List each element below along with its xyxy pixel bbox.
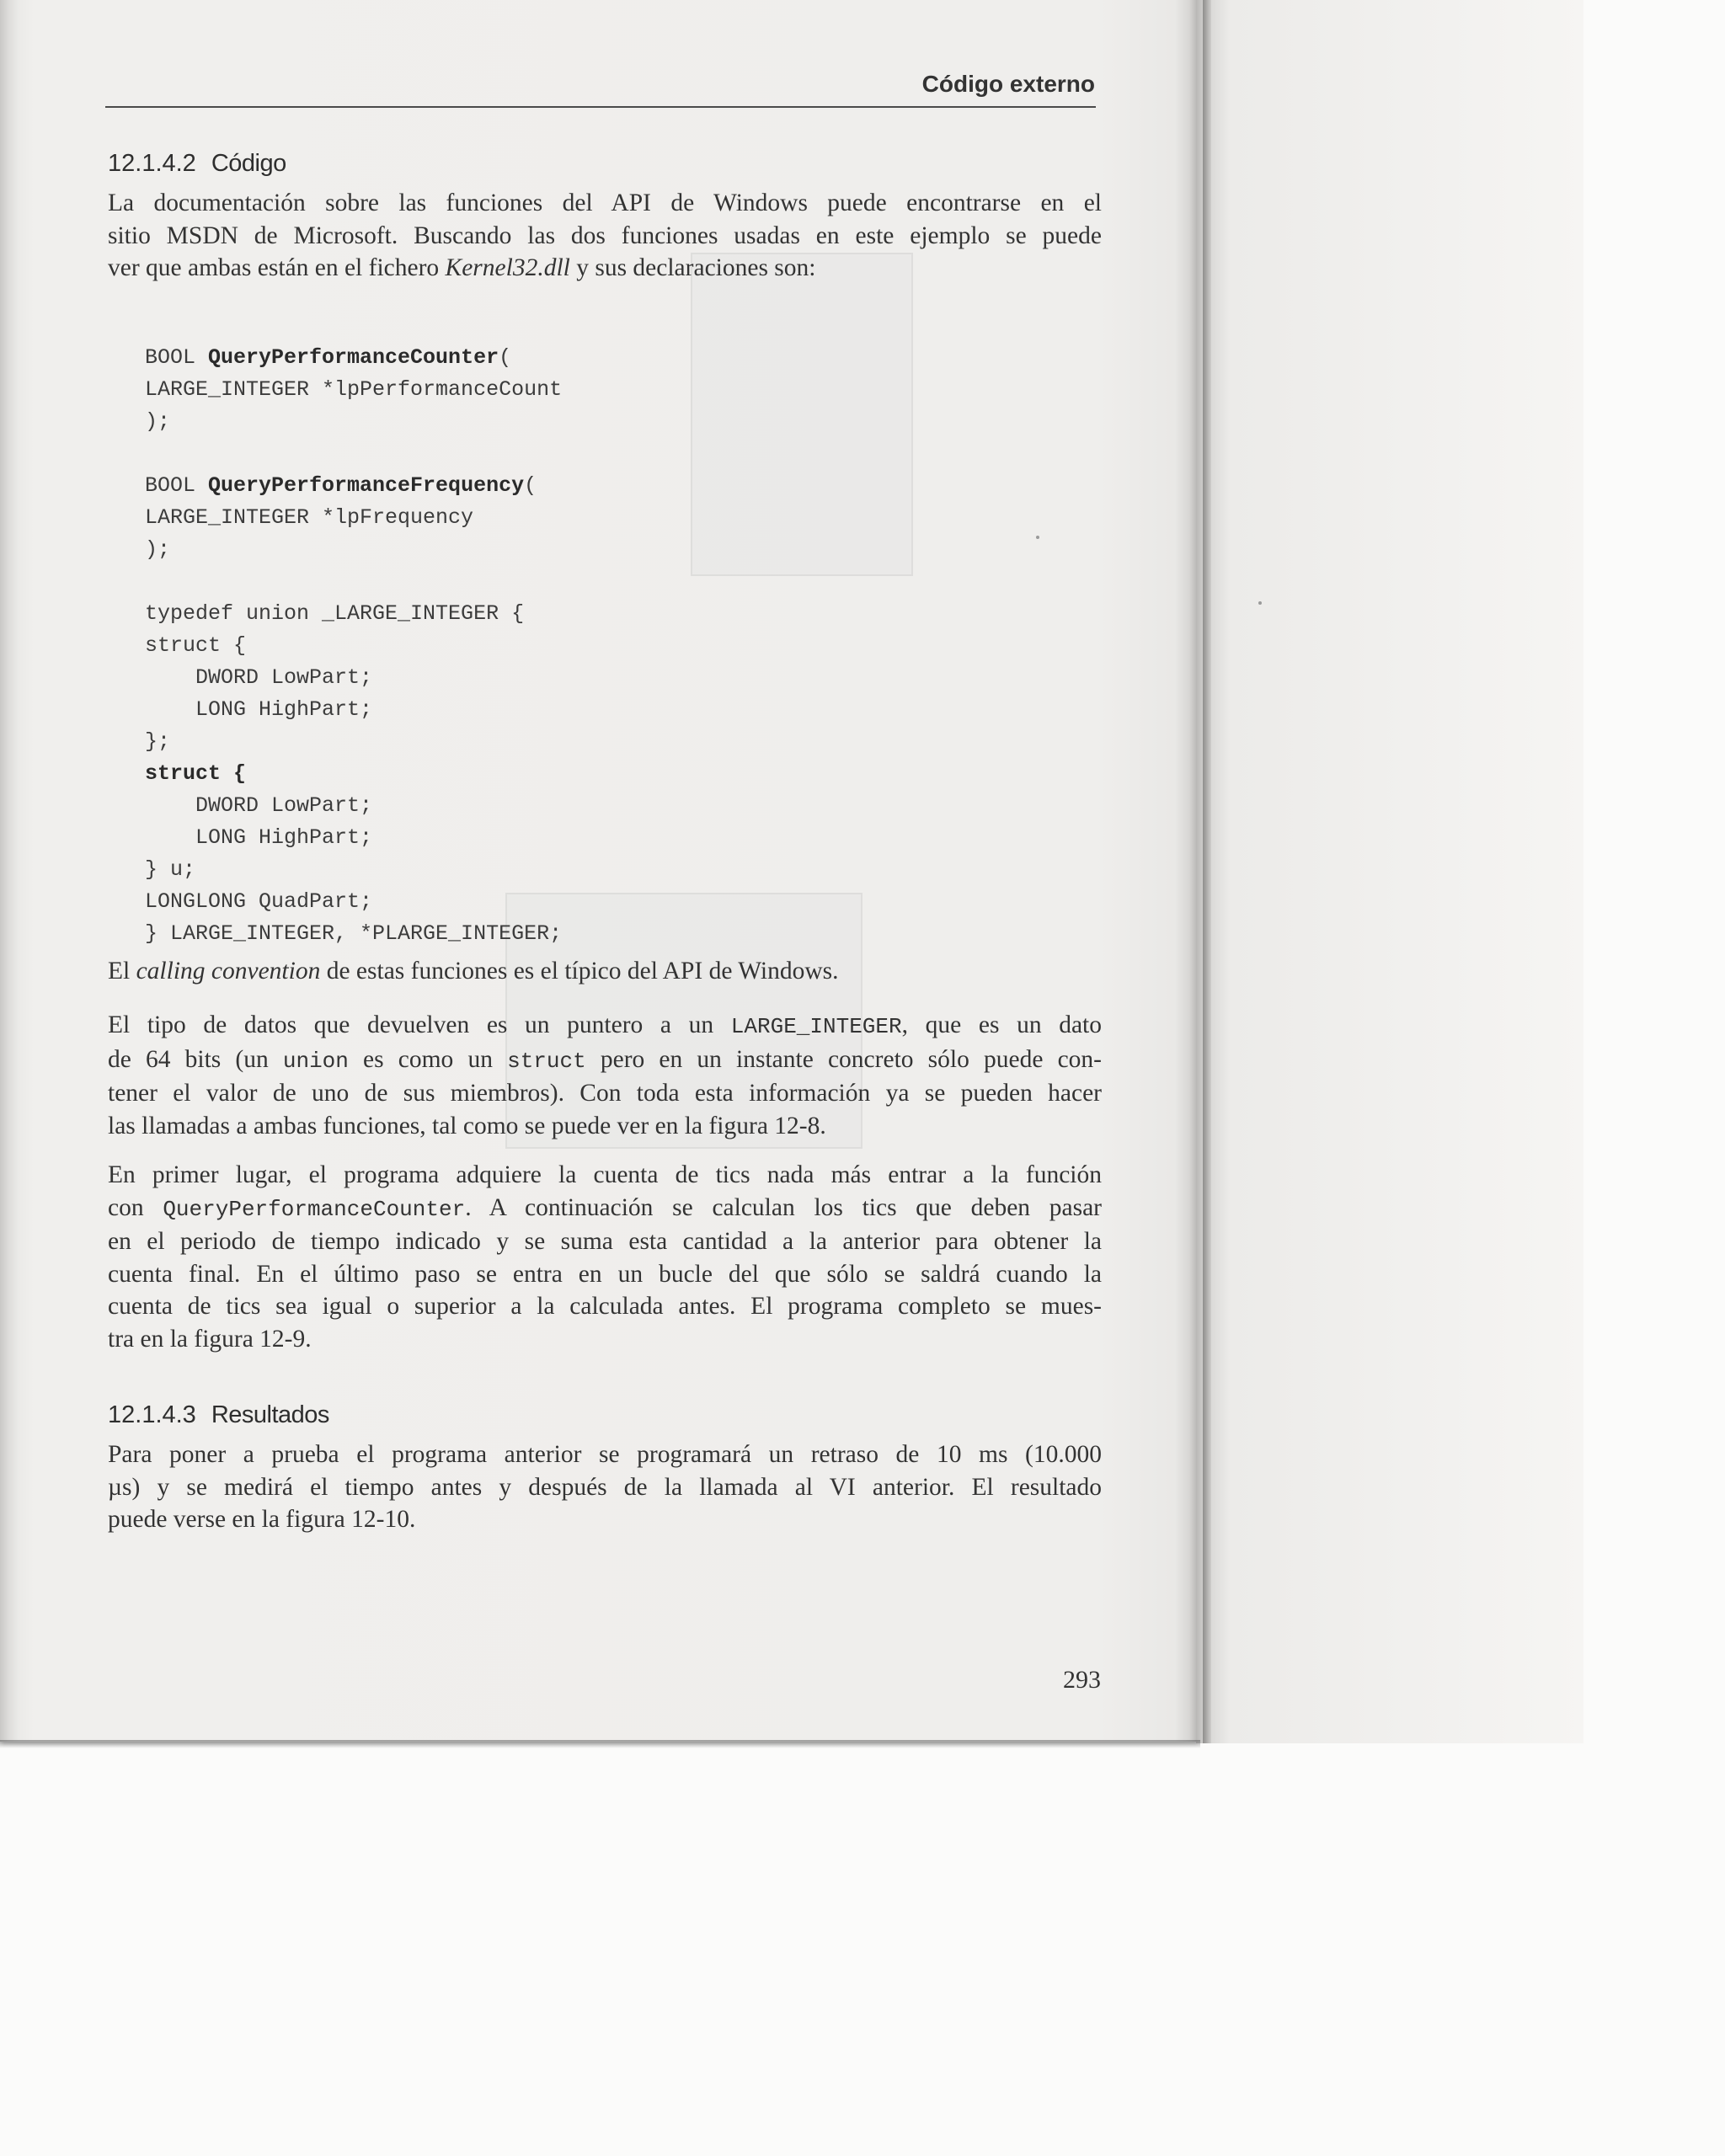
- code-line: typedef union _LARGE_INTEGER {: [145, 601, 525, 626]
- code-line: struct {: [145, 633, 247, 658]
- code-line: LONGLONG QuadPart;: [145, 889, 373, 914]
- section-title: Código: [211, 150, 286, 177]
- inline-code: LARGE_INTEGER: [730, 1014, 902, 1039]
- header-rule: [105, 106, 1096, 108]
- text-line: El tipo de datos que devuelven es un puntero a un LARGE_INTEGER, que es un dato: [108, 1011, 1102, 1039]
- code-line: LONG HighPart;: [145, 825, 373, 850]
- section-heading-results: [108, 1401, 329, 1429]
- paper-speck: [1258, 601, 1262, 605]
- code-keyword: BOOL: [145, 473, 209, 498]
- code-block: [145, 310, 562, 982]
- code-line: LONG HighPart;: [145, 697, 373, 722]
- code-line: LARGE_INTEGER *lpFrequency: [145, 505, 474, 530]
- background-area: [0, 1748, 1725, 2156]
- code-keyword: BOOL: [145, 345, 209, 370]
- text-line: La documentación sobre las funciones del API de Windows puede encontrarse en el: [108, 189, 1102, 216]
- file-name: Kernel32.dll: [445, 254, 570, 281]
- text-line: las llamadas a ambas funciones, tal como se puede ver en la figura 12-8.: [108, 1112, 826, 1139]
- section-number: 12.1.4.2: [108, 150, 196, 177]
- code-line: [145, 566, 562, 598]
- text-line: µs) y se medirá el tiempo antes y después de la llamada al VI anterior. El resultado: [108, 1473, 1102, 1501]
- text-line: de 64 bits (un union es como un struct pero en un instante concreto sólo puede con-: [108, 1045, 1102, 1074]
- text-line: tener el valor de uno de sus miembros). Con toda esta información ya se pueden hacer: [108, 1080, 1102, 1107]
- inline-code: union: [282, 1048, 349, 1074]
- page-bottom-shadow: [0, 1740, 1200, 1748]
- italic-term: calling convention: [136, 958, 321, 985]
- intro-paragraph: [108, 187, 1102, 285]
- code-line: };: [145, 729, 171, 754]
- text-line: En primer lugar, el programa adquiere la cuenta de tics nada más entrar a la función: [108, 1161, 1102, 1188]
- text-line: puede verse en la figura 12-10.: [108, 1506, 416, 1533]
- code-line: DWORD LowPart;: [145, 793, 373, 818]
- code-line: );: [145, 537, 171, 562]
- code-line: struct {: [145, 761, 247, 786]
- code-line: [145, 438, 562, 470]
- text-line: en el periodo de tiempo indicado y se suma esta cantidad a la anterior para obtener la: [108, 1228, 1102, 1255]
- code-line: [145, 470, 562, 502]
- code-line: } LARGE_INTEGER, *PLARGE_INTEGER;: [145, 921, 563, 946]
- text-line: cuenta final. En el último paso se entra en un bucle del que sólo se saldrá cuando la: [108, 1260, 1102, 1288]
- paper-speck: [1036, 536, 1039, 539]
- page-number: 293: [1063, 1666, 1101, 1694]
- text-line: cuenta de tics sea igual o superior a la calculada antes. El programa completo se mues-: [108, 1293, 1102, 1320]
- results-paragraph: [108, 1438, 1102, 1536]
- code-line: [145, 342, 562, 374]
- sheet-edge: [1203, 0, 1211, 1743]
- show-through-figure: [691, 253, 913, 576]
- underlying-sheet: [1196, 0, 1583, 1743]
- function-name: QueryPerformanceFrequency: [208, 473, 525, 498]
- text-line: tra en la figura 12-9.: [108, 1325, 312, 1353]
- procedure-paragraph: [108, 1159, 1102, 1355]
- code-punct: (: [524, 473, 537, 498]
- code-line: LARGE_INTEGER *lpPerformanceCount: [145, 377, 563, 402]
- code-line: } u;: [145, 857, 196, 882]
- code-punct: (: [499, 345, 512, 370]
- running-header: Código externo: [921, 71, 1095, 97]
- calling-convention-paragraph: [108, 955, 1102, 988]
- text-line: Para poner a prueba el programa anterior se programará un retraso de 10 ms (10.000: [108, 1441, 1102, 1468]
- section-heading-code: [108, 150, 286, 178]
- code-line: );: [145, 409, 171, 434]
- text-line: El calling convention de estas funciones es el típico del API de Windows.: [108, 958, 839, 985]
- code-line: DWORD LowPart;: [145, 665, 373, 690]
- text-line: con QueryPerformanceCounter. A continuación se calculan los tics que deben pasar: [108, 1193, 1103, 1222]
- section-title: Resultados: [211, 1401, 329, 1428]
- inline-code: struct: [507, 1048, 586, 1074]
- section-number: 12.1.4.3: [108, 1401, 196, 1428]
- function-name: QueryPerformanceCounter: [208, 345, 499, 370]
- inline-code: QueryPerformanceCounter: [163, 1196, 466, 1222]
- text-line: sitio MSDN de Microsoft. Buscando las dos funciones usadas en este ejemplo se puede: [108, 221, 1102, 249]
- text-line: ver que ambas están en el fichero Kernel32.dll y sus declaraciones son:: [108, 254, 816, 281]
- data-type-paragraph: [108, 1009, 1102, 1142]
